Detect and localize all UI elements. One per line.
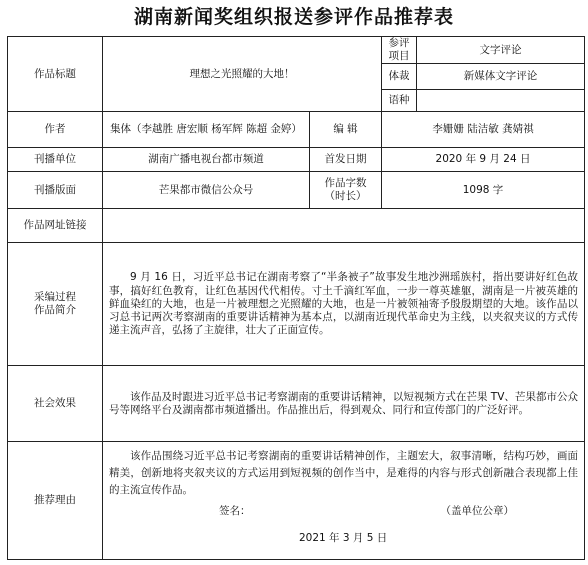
work-title-value: 理想之光照耀的大地！ (103, 37, 382, 112)
language-label: 语种 (382, 90, 417, 112)
publish-unit-label: 刊播单位 (8, 148, 103, 172)
author-value: 集体（李越胜 唐宏顺 杨军辉 陈超 金婷） (103, 112, 310, 148)
form-title: 湖南新闻奖组织报送参评作品推荐表 (133, 6, 454, 28)
signature-line (109, 499, 578, 520)
process-label: 采编过程 作品简介 (8, 243, 103, 366)
process-text: 9 月 16 日，习近平总书记在湖南考察了“半条被子”故事发生地沙洲瑶族村，指出要讲好红色故事，搞好红色教育，让红色基因代代相传。寸土千滴红军血，一步一尊英雄躯，湖南是一片被英雄的鲜血染红的大地，也是一片被理想之光照耀的大地，也是一片被领袖寄予殷殷期望的大地。该作品以习总书记两次考察湖南的重要讲话精神为基本点，以湖南近现代革命史为主线，以夹叙夹议的方式传递主流声音，弘扬了主旋律，壮大了正面宣传。 (103, 243, 585, 366)
word-count-label: 作品字数 （时长） (310, 172, 382, 209)
sign-label: 签名： (219, 505, 251, 518)
url-value (103, 209, 585, 243)
effect-label: 社会效果 (8, 366, 103, 442)
recommendation-form-table (7, 36, 585, 560)
seal-label: （盖单位公章） (440, 505, 514, 518)
genre-value: 新媒体文字评论 (417, 64, 585, 90)
first-date-value: 2020 年 9 月 24 日 (382, 148, 585, 172)
category-item-value: 文字评论 (417, 37, 585, 64)
word-count-value: 1098 字 (382, 172, 585, 209)
editor-value: 李姗姗 陆洁敏 龚婧祺 (382, 112, 585, 148)
author-label: 作者 (8, 112, 103, 148)
genre-label: 体裁 (382, 64, 417, 90)
publish-page-value: 芒果都市微信公众号 (103, 172, 310, 209)
effect-text: 该作品及时跟进习近平总书记考察湖南的重要讲话精神，以短视频方式在芒果 TV、芒果都市公众号等网络平台及湖南都市频道播出。作品推出后，得到观众、同行和宣传部门的广泛好评。 (103, 366, 585, 442)
category-item-label: 参评 项目 (382, 37, 417, 64)
publish-unit-value: 湖南广播电视台都市频道 (103, 148, 310, 172)
publish-page-label: 刊播版面 (8, 172, 103, 209)
editor-label: 编 辑 (310, 112, 382, 148)
first-date-label: 首发日期 (310, 148, 382, 172)
sign-date: 2021 年 3 月 5 日 (299, 532, 388, 545)
reason-cell (103, 442, 585, 560)
reason-text: 该作品围绕习近平总书记考察湖南的重要讲话精神创作，主题宏大，叙事清晰，结构巧妙，画面精美，创新地将夹叙夹议的方式运用到短视频的创作当中，是难得的内容与形式创新融合表现都上佳的主流宣传作品。 (109, 450, 578, 497)
language-value (417, 90, 585, 112)
reason-label: 推荐理由 (8, 442, 103, 560)
work-title-label: 作品标题 (8, 37, 103, 112)
url-label: 作品网址链接 (8, 209, 103, 243)
